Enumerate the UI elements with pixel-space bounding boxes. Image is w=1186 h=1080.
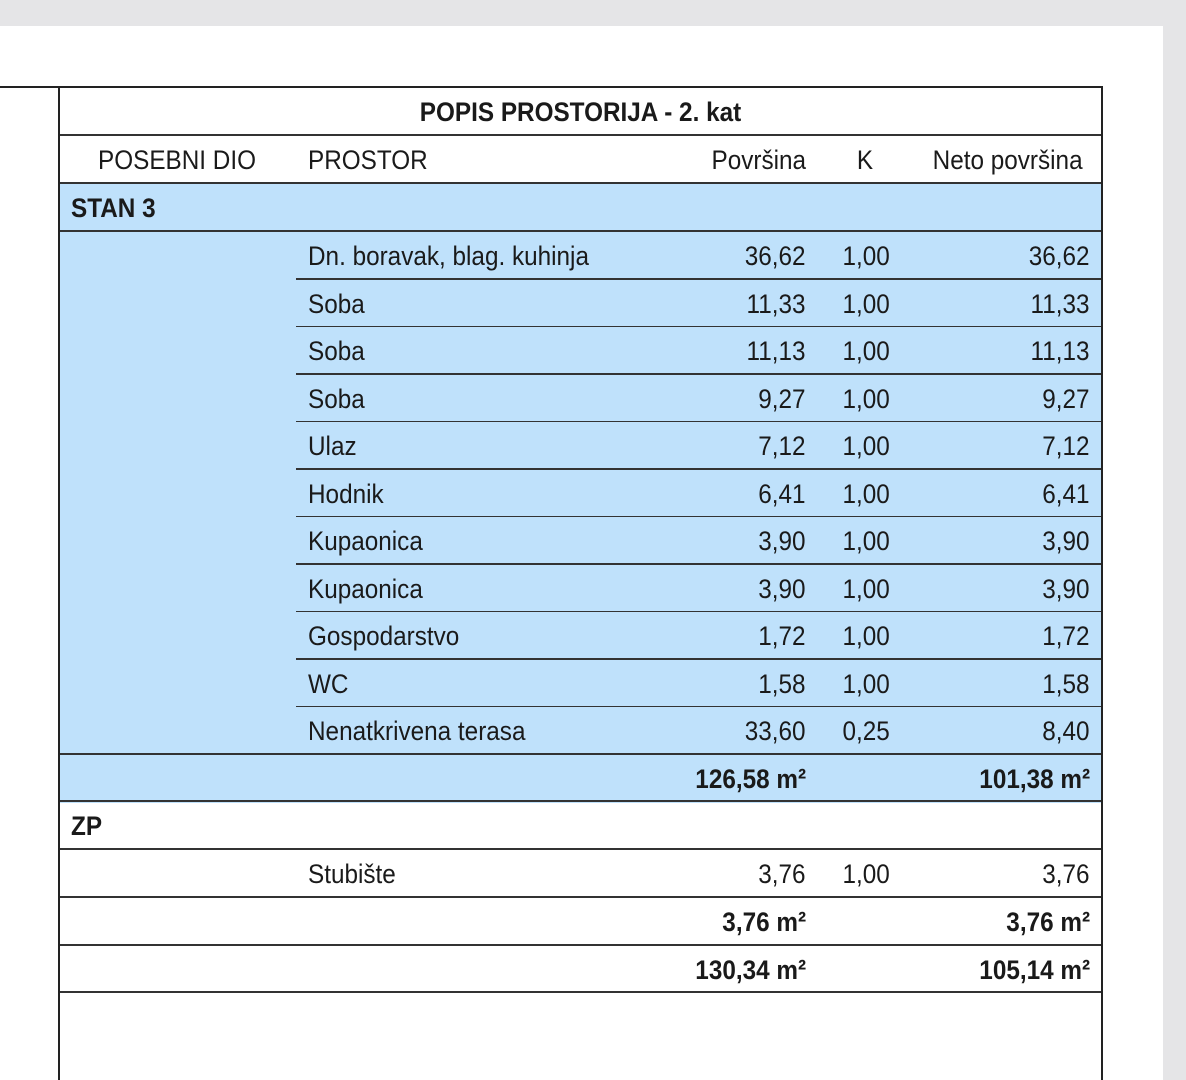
room-k: 1,00 <box>842 668 890 699</box>
room-k: 1,00 <box>842 241 890 271</box>
room-neto: 8,40 <box>1042 716 1090 746</box>
room-k: 1,00 <box>842 383 890 414</box>
room-k: 1,00 <box>842 526 890 556</box>
room-neto: 7,12 <box>1042 431 1090 461</box>
header-neto: Neto površina <box>933 145 1083 175</box>
room-k: 1,00 <box>842 336 890 366</box>
room-name: Dn. boravak, blag. kuhinja <box>308 241 589 271</box>
room-povrsina: 1,72 <box>758 621 806 651</box>
room-k: 1,00 <box>842 573 890 604</box>
room-k: 1,00 <box>842 621 890 651</box>
room-k: 0,25 <box>842 716 890 746</box>
room-povrsina: 9,27 <box>758 383 806 414</box>
room-neto: 9,27 <box>1042 383 1090 414</box>
table-row <box>60 327 1101 375</box>
room-neto: 3,76 <box>1042 859 1090 889</box>
room-name: WC <box>308 668 349 699</box>
grand-total-neto: 105,14 m² <box>979 955 1090 985</box>
room-k: 1,00 <box>842 431 890 461</box>
room-povrsina: 11,13 <box>746 336 806 366</box>
room-neto: 1,58 <box>1042 668 1090 699</box>
room-name: Kupaonica <box>308 573 423 604</box>
grand-total-povrsina: 130,34 m² <box>695 955 806 985</box>
table-title: POPIS PROSTORIJA - 2. kat <box>419 97 742 127</box>
table-row <box>60 660 1101 708</box>
room-povrsina: 1,58 <box>758 668 806 699</box>
room-k: 1,00 <box>842 478 890 509</box>
rooms-table <box>58 86 1103 1080</box>
room-povrsina: 7,12 <box>758 431 806 461</box>
table-row <box>60 280 1101 328</box>
room-k: 1,00 <box>842 859 890 889</box>
room-povrsina: 3,90 <box>758 526 806 556</box>
room-neto: 11,33 <box>1030 288 1090 319</box>
subtotal-povrsina: 3,76 m² <box>722 907 806 937</box>
table-row <box>60 565 1101 613</box>
table-row <box>60 707 1101 755</box>
room-neto: 11,13 <box>1030 336 1090 366</box>
room-name: Stubište <box>308 859 396 889</box>
room-name: Ulaz <box>308 431 357 461</box>
room-name: Soba <box>308 383 365 414</box>
subtotal-povrsina: 126,58 m² <box>695 764 806 794</box>
section-label: STAN 3 <box>71 193 156 223</box>
room-neto: 3,90 <box>1042 526 1090 556</box>
table-title-row <box>60 88 1101 136</box>
left-margin-rule <box>0 86 58 88</box>
divider <box>60 991 1101 993</box>
table-row <box>60 422 1101 470</box>
subtotal-row-zp <box>60 898 1101 946</box>
subtotal-row-stan3 <box>60 755 1101 803</box>
section-row-zp <box>60 802 1101 850</box>
room-neto: 36,62 <box>1029 241 1090 271</box>
header-posebni-dio: POSEBNI DIO <box>98 145 256 175</box>
header-povrsina: Površina <box>711 145 806 175</box>
room-neto: 3,90 <box>1042 573 1090 604</box>
room-name: Kupaonica <box>308 526 423 556</box>
room-neto: 6,41 <box>1042 478 1090 509</box>
table-row <box>60 232 1101 280</box>
room-povrsina: 33,60 <box>745 716 806 746</box>
room-povrsina: 3,90 <box>758 573 806 604</box>
room-povrsina: 3,76 <box>758 859 806 889</box>
header-prostor: PROSTOR <box>308 145 428 175</box>
table-row <box>60 517 1101 565</box>
room-name: Gospodarstvo <box>308 621 460 651</box>
header-k: K <box>856 145 874 175</box>
divider <box>60 753 1101 755</box>
table-row <box>60 470 1101 518</box>
table-row <box>60 375 1101 423</box>
section-label: ZP <box>71 811 103 841</box>
room-povrsina: 6,41 <box>758 478 806 509</box>
table-row <box>60 850 1101 898</box>
room-povrsina: 11,33 <box>746 288 806 319</box>
table-row <box>60 612 1101 660</box>
room-neto: 1,72 <box>1042 621 1090 651</box>
room-name: Nenatkrivena terasa <box>308 716 526 746</box>
grand-total-row <box>60 946 1101 994</box>
room-k: 1,00 <box>842 288 890 319</box>
room-name: Soba <box>308 288 365 319</box>
room-povrsina: 36,62 <box>745 241 806 271</box>
section-row-stan3 <box>60 184 1101 232</box>
subtotal-neto: 3,76 m² <box>1006 907 1090 937</box>
subtotal-neto: 101,38 m² <box>979 764 1090 794</box>
room-name: Soba <box>308 336 365 366</box>
table-header-row <box>60 136 1101 184</box>
room-name: Hodnik <box>308 478 384 509</box>
